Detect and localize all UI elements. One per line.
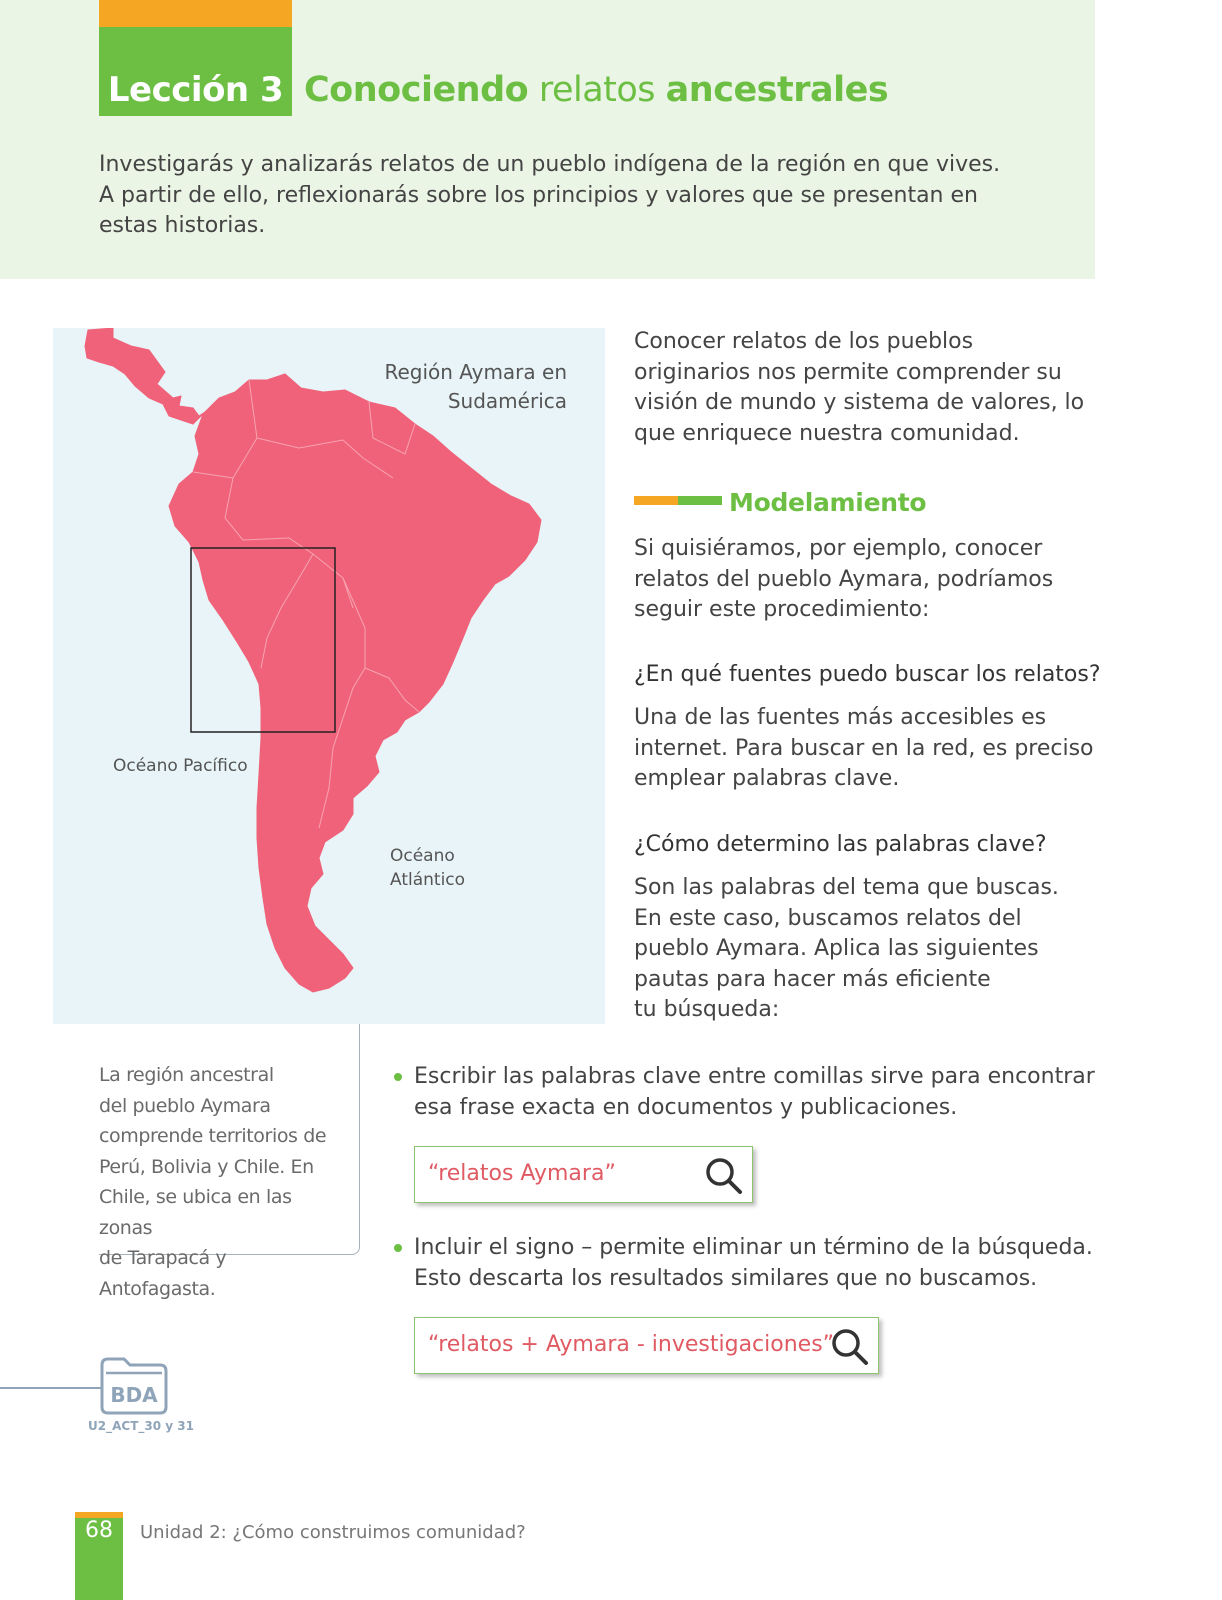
caption-line: del pueblo Aymara: [99, 1094, 271, 1117]
paragraph-line: relatos del pueblo Aymara, podríamos: [634, 566, 1054, 592]
bullet-dot-icon: [394, 1073, 402, 1081]
map-title: [384, 358, 567, 416]
caption-line: La región ancestral: [99, 1064, 274, 1086]
sources-paragraph: [634, 703, 1104, 795]
bda-code: U2_ACT_30 y 31: [88, 1419, 194, 1433]
search-icon[interactable]: [704, 1156, 744, 1196]
page-number: 68: [85, 1518, 113, 1543]
section-bar-orange: [634, 496, 678, 505]
bda-connector-line: [0, 1387, 104, 1389]
bullet-text: [414, 1233, 1114, 1294]
map-caption: [99, 1060, 344, 1304]
intro-paragraph: [634, 327, 1104, 449]
keywords-paragraph: [634, 873, 1104, 1026]
title-part-1: Conociendo: [304, 70, 529, 110]
ocean-atlantic-line: Atlántico: [390, 870, 466, 890]
bullet-line: esa frase exacta en documentos y publicaciones.: [414, 1094, 958, 1120]
title-part-3: ancestrales: [665, 70, 889, 110]
bullet-dot-icon: [394, 1244, 402, 1252]
ocean-atlantic-line: Océano: [390, 846, 455, 866]
modelamiento-paragraph: [634, 534, 1104, 626]
bullet-line: Escribir las palabras clave entre comillas sirve para encontrar: [414, 1064, 1095, 1089]
paragraph-line: originarios nos permite comprender su: [634, 359, 1062, 385]
caption-line: Chile, se ubica en las zonas: [99, 1186, 292, 1239]
paragraph-line: Si quisiéramos, por ejemplo, conocer: [634, 536, 1043, 561]
label-atlantic-ocean: [390, 844, 465, 892]
paragraph-line: que enriquece nuestra comunidad.: [634, 420, 1020, 446]
label-pacific-ocean: Océano Pacífico: [113, 756, 248, 776]
search-box-example[interactable]: [414, 1317, 879, 1374]
question-sources: ¿En qué fuentes puedo buscar los relatos?: [634, 662, 1101, 687]
bullet-line: Esto descarta los resultados similares que no buscamos.: [414, 1265, 1038, 1291]
paragraph-line: pueblo Aymara. Aplica las siguientes: [634, 936, 1039, 961]
paragraph-line: pautas para hacer más eficiente: [634, 966, 991, 992]
search-icon[interactable]: [830, 1327, 870, 1367]
lesson-tab-orange-strip: [99, 0, 292, 27]
bullet-text: [414, 1062, 1114, 1123]
paragraph-line: seguir este procedimiento:: [634, 597, 930, 622]
central-america: [85, 328, 205, 424]
lesson-title: [304, 70, 888, 110]
lesson-label: Lección 3: [107, 70, 284, 110]
paragraph-line: internet. Para buscar en la red, es preciso: [634, 735, 1094, 761]
paragraph-line: Una de las fuentes más accesibles es: [634, 705, 1047, 730]
search-query: “relatos + Aymara - investigaciones”: [428, 1332, 835, 1357]
section-heading-modelamiento: Modelamiento: [729, 488, 927, 517]
intro-line: estas historias.: [99, 213, 266, 238]
paragraph-line: emplear palabras clave.: [634, 766, 900, 791]
caption-line: de Tarapacá y Antofagasta.: [99, 1247, 227, 1300]
south-america-map: [53, 328, 605, 1024]
paragraph-line: visión de mundo y sistema de valores, lo: [634, 390, 1085, 415]
map-title-line: Sudamérica: [447, 389, 567, 413]
lesson-intro: [99, 150, 1019, 242]
caption-line: Perú, Bolivia y Chile. En: [99, 1155, 314, 1178]
search-box-example[interactable]: [414, 1146, 753, 1203]
intro-line: A partir de ello, reflexionarás sobre los principios y valores que se presentan en: [99, 182, 978, 208]
land-mass: [85, 328, 541, 992]
section-bar-green: [678, 496, 722, 505]
paragraph-line: En este caso, buscamos relatos del: [634, 905, 1022, 931]
folder-icon[interactable]: [98, 1355, 170, 1417]
question-keywords: ¿Cómo determino las palabras clave?: [634, 832, 1047, 857]
title-part-2: relatos: [528, 70, 666, 110]
paragraph-line: Son las palabras del tema que buscas.: [634, 875, 1059, 900]
bullet-line: Incluir el signo – permite eliminar un término de la búsqueda.: [414, 1235, 1093, 1260]
map-title-line: Región Aymara en: [384, 360, 567, 384]
bda-label: BDA: [110, 1383, 158, 1407]
paragraph-line: Conocer relatos de los pueblos: [634, 329, 974, 354]
intro-line: Investigarás y analizarás relatos de un pueblo indígena de la región en que vives.: [99, 152, 1001, 177]
south-america: [169, 374, 541, 992]
unit-title: Unidad 2: ¿Cómo construimos comunidad?: [140, 1522, 526, 1543]
search-query: “relatos Aymara”: [428, 1161, 616, 1186]
paragraph-line: tu búsqueda:: [634, 997, 780, 1022]
caption-line: comprende territorios de: [99, 1125, 327, 1147]
map-graphic: [53, 328, 605, 1024]
